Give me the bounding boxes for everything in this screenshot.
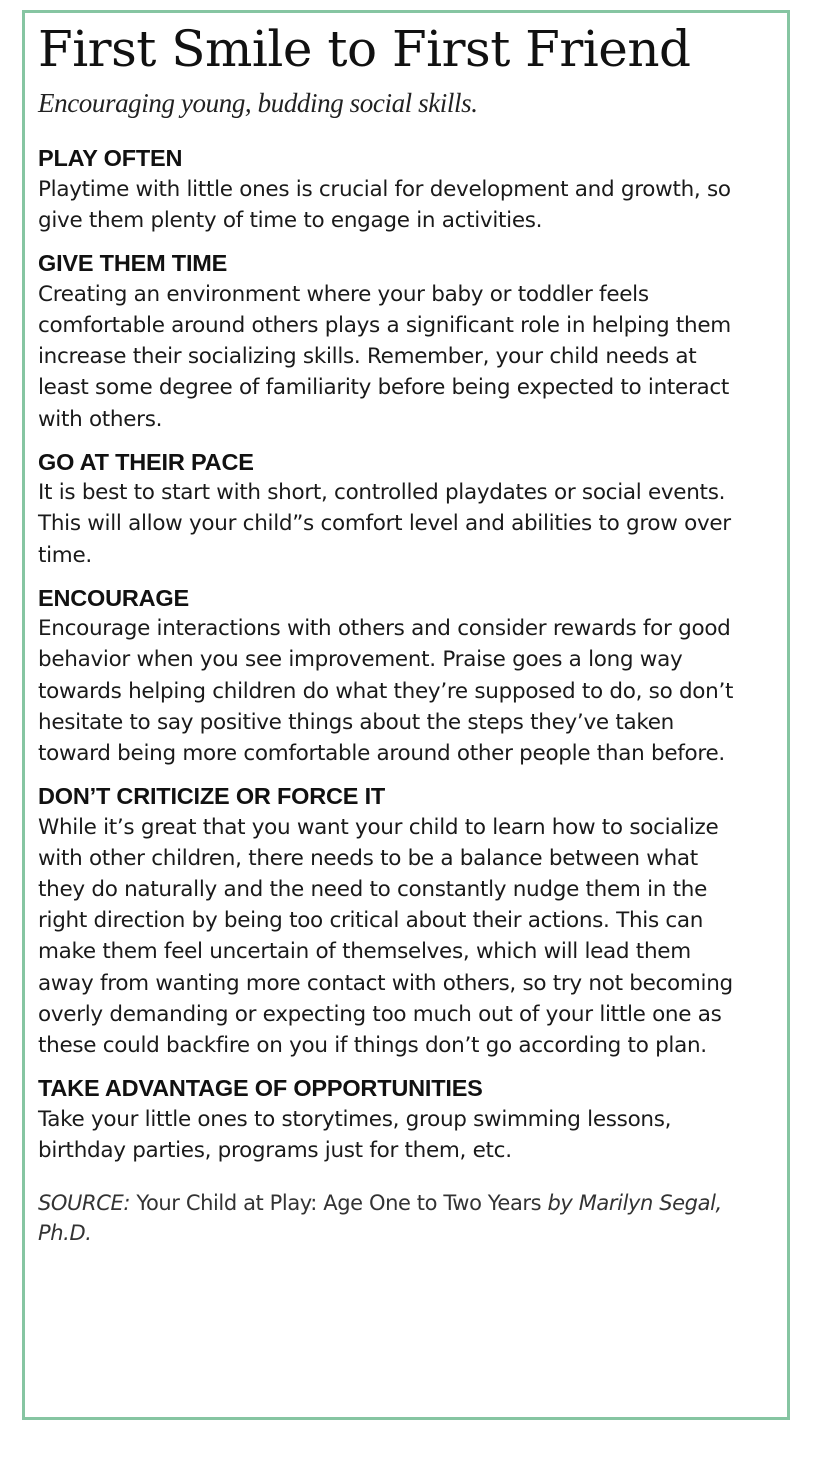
source-citation — [38, 1188, 738, 1249]
source-book-title: Your Child at Play: Age One to Two Years — [136, 1190, 542, 1215]
section-go-at-their-pace — [38, 447, 738, 571]
section-heading: TAKE ADVANTAGE OF OPPORTUNITIES — [38, 1075, 483, 1102]
section-body: Playtime with little ones is crucial for development and growth, so give them plenty of time to engage in activities. — [38, 176, 731, 234]
section-body: Creating an environment where your baby or toddler feels comfortable around others plays a significant role in helping them increase their socializing skills. Remember, your child needs at least some degree of familiarity before being expected to interact with others. — [38, 281, 731, 432]
article-subtitle: Encouraging young, budding social skills. — [38, 88, 478, 118]
section-body: Encourage interactions with others and consider rewards for good behavior when you see improvement. Praise goes a long way towards helping children do what they’re supposed to do, so don’t hesitate to say positive things about the steps they’ve taken toward being more comfortable around other people than before. — [38, 616, 734, 766]
section-give-them-time — [38, 248, 738, 434]
section-take-advantage — [38, 1073, 738, 1166]
article-content — [38, 22, 738, 1249]
section-encourage — [38, 583, 738, 769]
sections-list — [38, 143, 738, 1166]
section-heading: DON’T CRITICIZE OR FORCE IT — [38, 783, 386, 810]
source-label: SOURCE: — [38, 1190, 131, 1215]
section-heading: PLAY OFTEN — [38, 145, 183, 172]
section-body: While it’s great that you want your child to learn how to socialize with other children, there needs to be a balance between what they do naturally and the need to constantly nudge them in the right direction by being too critical about their actions. This can make them feel uncertain of themselves, which will lead them away from wanting more contact with others, so try not becoming overly demanding or expecting too much out of your little one as these could backfire on you if things don’t go according to plan. — [38, 814, 733, 1058]
section-body: It is best to start with short, controlled playdates or social events. This will allow your child”s comfort level and abilities to grow over time. — [38, 480, 731, 568]
section-play-often — [38, 143, 738, 236]
section-body: Take your little ones to storytimes, group swimming lessons, birthday parties, programs just for them, etc. — [38, 1106, 672, 1163]
section-heading: GIVE THEM TIME — [38, 250, 228, 277]
section-heading: ENCOURAGE — [38, 584, 189, 611]
source-author: by Marilyn Segal, Ph.D. — [38, 1190, 722, 1246]
section-heading: GO AT THEIR PACE — [38, 448, 254, 475]
article-title: First Smile to First Friend — [38, 20, 691, 78]
section-dont-criticize — [38, 781, 738, 1061]
